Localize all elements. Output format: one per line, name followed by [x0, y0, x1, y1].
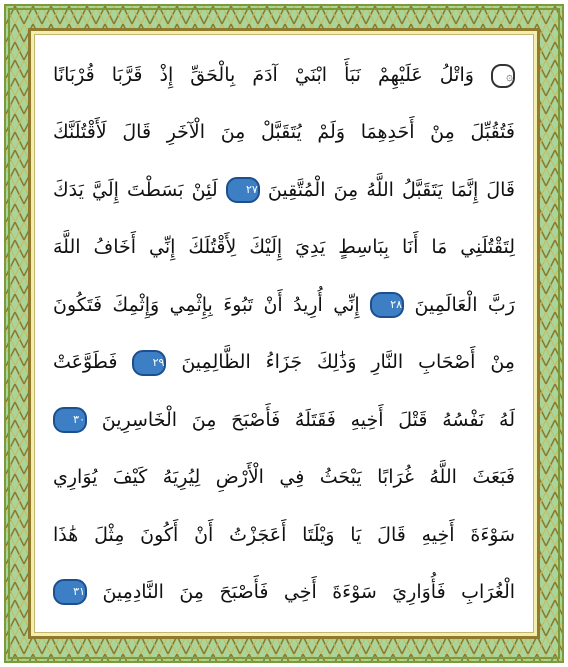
verse-text: رَبَّ الْعَالَمِينَ	[414, 293, 515, 316]
verse-text: إِنِّي أُرِيدُ أَنْ تَبُوءَ بِإِثْمِي وَإِثْمِكَ فَتَكُونَ	[53, 293, 360, 316]
text-line	[53, 51, 515, 99]
verse-text: وَاتْلُ عَلَيْهِمْ نَبَأَ ابْنَيْ آدَمَ بِالْحَقِّ إِذْ قَرَّبَا قُرْبَانًا	[53, 64, 474, 86]
text-line	[53, 511, 515, 559]
verse-number-marker: ٢٨	[370, 292, 404, 318]
verse-text: لَهُ نَفْسُهُ قَتْلَ أَخِيهِ فَقَتَلَهُ فَأَصْبَحَ مِنَ الْخَاسِرِينَ	[101, 408, 515, 431]
verse-number-marker: ٣٠	[53, 407, 87, 433]
text-line	[53, 396, 515, 444]
verse-text: الْغُرَابِ فَأُوَارِيَ سَوْءَةَ أَخِي فَأَصْبَحَ مِنَ النَّادِمِينَ	[102, 580, 515, 603]
text-line	[53, 223, 515, 271]
verse-text: فَتُقُبِّلَ مِنْ أَحَدِهِمَا وَلَمْ يُتَقَبَّلْ مِنَ الْآخَرِ قَالَ لَأَقْتُلَنَّكَ	[53, 121, 515, 144]
text-line	[53, 166, 515, 214]
text-line	[53, 338, 515, 386]
verse-text: فَبَعَثَ اللَّهُ غُرَابًا يَبْحَثُ فِي الْأَرْضِ لِيُرِيَهُ كَيْفَ يُوَارِي	[53, 466, 515, 489]
text-lines	[53, 51, 515, 616]
verse-text: مِنْ أَصْحَابِ النَّارِ وَذَٰلِكَ جَزَاءُ الظَّالِمِينَ	[181, 351, 515, 374]
verse-text: سَوْءَةَ أَخِيهِ قَالَ يَا وَيْلَتَا أَعَجَزْتُ أَنْ أَكُونَ مِثْلَ هَٰذَا	[53, 523, 515, 546]
text-line	[53, 453, 515, 501]
page-frame	[4, 4, 564, 663]
verse-number-marker: ٢٧	[226, 177, 260, 203]
text-line	[53, 281, 515, 329]
verse-number-marker: ٢٩	[132, 350, 166, 376]
rub-el-hizb-icon: ۞	[491, 64, 515, 88]
inner-border	[28, 28, 540, 639]
text-line	[53, 108, 515, 156]
verse-number-marker: ٣١	[53, 579, 87, 605]
text-line	[53, 568, 515, 616]
verse-text: قَالَ إِنَّمَا يَتَقَبَّلُ اللَّهُ مِنَ الْمُتَّقِينَ	[267, 178, 515, 201]
verse-text: لَئِنْ بَسَطْتَ إِلَيَّ يَدَكَ	[53, 178, 218, 201]
text-page	[34, 34, 534, 633]
verse-text: لِتَقْتُلَنِي مَا أَنَا بِبَاسِطٍ يَدِيَ إِلَيْكَ لِأَقْتُلَكَ إِنِّي أَخَافُ اللَّهَ	[53, 236, 515, 259]
verse-text: فَطَوَّعَتْ	[53, 351, 118, 374]
